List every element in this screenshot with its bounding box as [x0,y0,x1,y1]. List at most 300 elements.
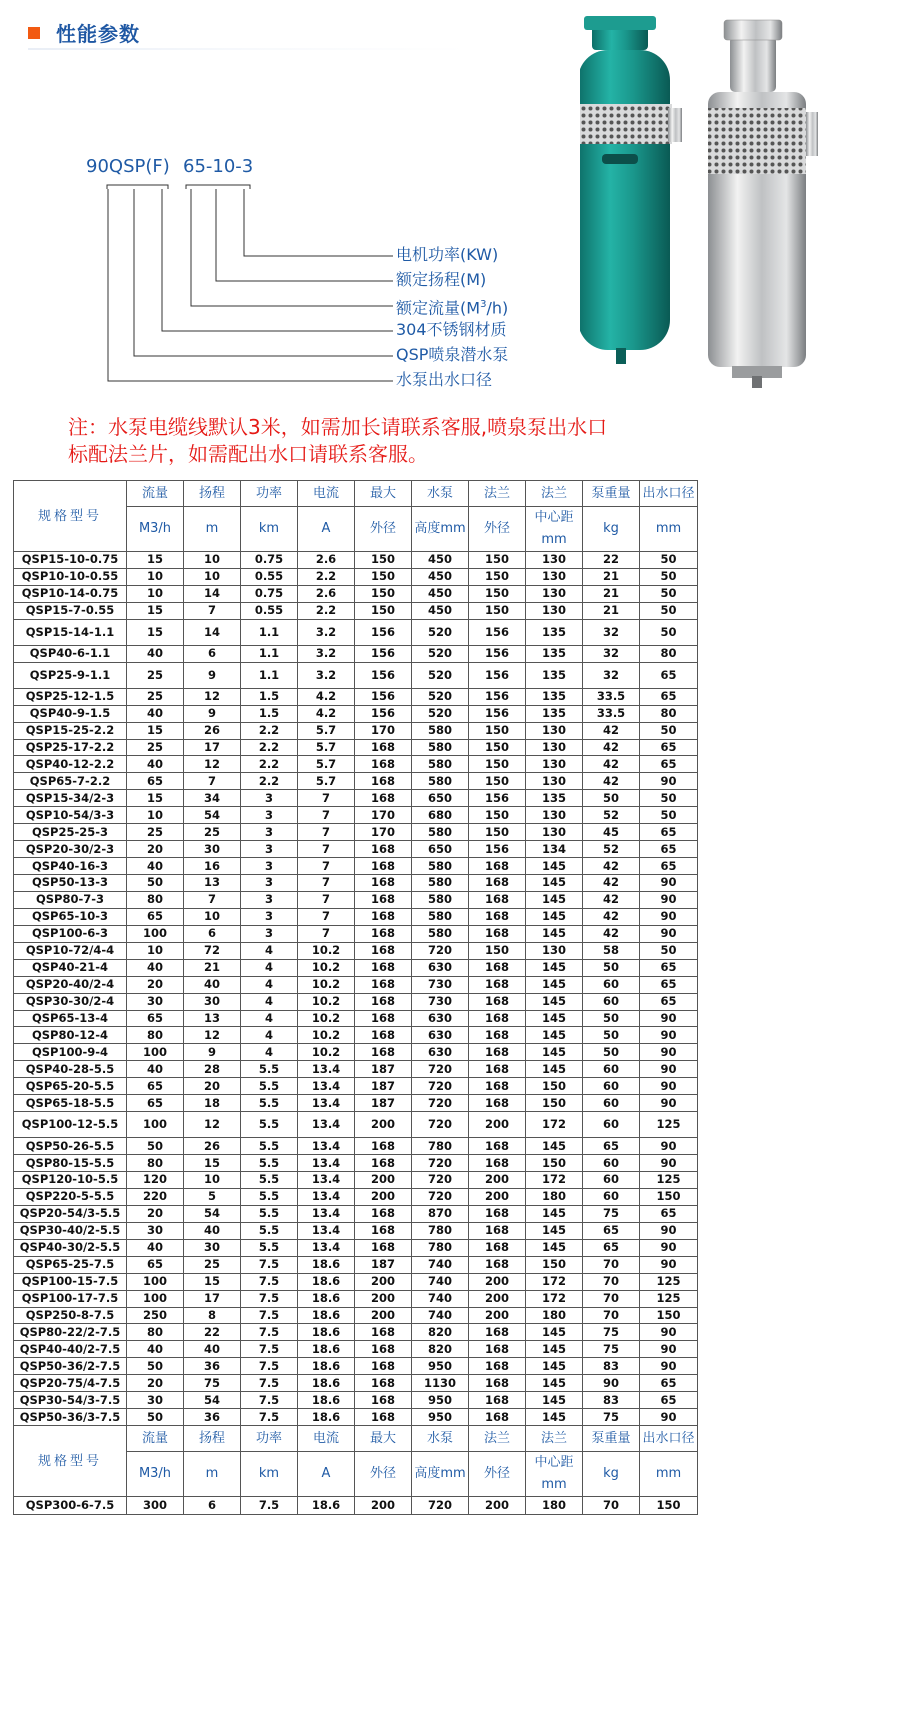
value-cell: 72 [184,942,241,959]
model-cell: QSP30-54/3-7.5 [14,1392,127,1409]
value-cell: 60 [583,993,640,1010]
value-cell: 10 [127,568,184,585]
value-cell: 4 [241,1010,298,1027]
header-unit-cell: m [184,1452,241,1497]
value-cell: 50 [583,790,640,807]
value-cell: 50 [127,1358,184,1375]
value-cell: 720 [412,1172,469,1189]
model-cell: QSP30-30/2-4 [14,993,127,1010]
value-cell: 42 [583,858,640,875]
value-cell: 2.2 [298,568,355,585]
value-cell: 740 [412,1273,469,1290]
value-cell: 520 [412,705,469,722]
value-cell: 15 [127,790,184,807]
header-cell: 法兰 [526,481,583,507]
header-unit-cell: A [298,1452,355,1497]
value-cell: 65 [640,993,698,1010]
value-cell: 172 [526,1112,583,1138]
value-cell: 168 [355,976,412,993]
value-cell: 7 [298,790,355,807]
value-cell: 168 [469,1027,526,1044]
steel-pump [708,20,818,388]
value-cell: 168 [469,1375,526,1392]
value-cell: 32 [583,619,640,645]
value-cell: 4 [241,942,298,959]
value-cell: 65 [127,773,184,790]
value-cell: 14 [184,619,241,645]
value-cell: 168 [355,1010,412,1027]
value-cell: 40 [184,1341,241,1358]
value-cell: 90 [640,1341,698,1358]
table-row [14,1172,698,1189]
value-cell: 450 [412,568,469,585]
value-cell: 580 [412,773,469,790]
value-cell: 5.7 [298,722,355,739]
repeat-header-model: 规格型号 [14,1426,127,1497]
value-cell: 80 [640,705,698,722]
value-cell: 12 [184,1112,241,1138]
value-cell: 90 [640,1222,698,1239]
value-cell: 950 [412,1409,469,1426]
value-cell: 168 [355,1409,412,1426]
value-cell: 520 [412,662,469,688]
value-cell: 15 [184,1155,241,1172]
teal-pump [580,16,682,364]
legend-material: 304不锈钢材质 [396,320,507,339]
model-cell: QSP250-8-7.5 [14,1307,127,1324]
value-cell: 145 [526,1138,583,1155]
value-cell: 168 [469,1341,526,1358]
value-cell: 150 [526,1155,583,1172]
value-cell: 10.2 [298,959,355,976]
value-cell: 30 [184,993,241,1010]
value-cell: 168 [469,908,526,925]
value-cell: 60 [583,1061,640,1078]
value-cell: 170 [355,722,412,739]
value-cell: 520 [412,688,469,705]
value-cell: 6 [184,645,241,662]
model-cell: QSP30-40/2-5.5 [14,1222,127,1239]
value-cell: 168 [469,1409,526,1426]
value-cell: 4 [241,959,298,976]
value-cell: 187 [355,1095,412,1112]
value-cell: 5.7 [298,756,355,773]
value-cell: 135 [526,645,583,662]
table-row [14,993,698,1010]
value-cell: 720 [412,1061,469,1078]
value-cell: 21 [583,585,640,602]
value-cell: 40 [127,1239,184,1256]
legend-power: 电机功率(KW) [396,245,499,264]
value-cell: 10.2 [298,942,355,959]
value-cell: 65 [127,1256,184,1273]
value-cell: 168 [355,891,412,908]
value-cell: 145 [526,875,583,892]
value-cell: 168 [355,925,412,942]
value-cell: 18.6 [298,1392,355,1409]
header-unit-cell: 高度mm [412,1452,469,1497]
value-cell: 50 [640,552,698,569]
value-cell: 740 [412,1256,469,1273]
value-cell: 5.5 [241,1172,298,1189]
value-cell: 90 [640,1027,698,1044]
model-cell: QSP80-22/2-7.5 [14,1324,127,1341]
value-cell: 15 [127,602,184,619]
value-cell: 187 [355,1078,412,1095]
value-cell: 12 [184,688,241,705]
value-cell: 65 [127,908,184,925]
table-row [14,773,698,790]
value-cell: 130 [526,722,583,739]
value-cell: 170 [355,807,412,824]
model-cell: QSP15-34/2-3 [14,790,127,807]
table-row [14,1010,698,1027]
value-cell: 30 [127,1392,184,1409]
value-cell: 740 [412,1307,469,1324]
model-cell: QSP220-5-5.5 [14,1188,127,1205]
value-cell: 5.5 [241,1222,298,1239]
value-cell: 135 [526,619,583,645]
value-cell: 40 [127,858,184,875]
value-cell: 168 [469,1239,526,1256]
value-cell: 10 [127,942,184,959]
table-row [14,585,698,602]
value-cell: 70 [583,1290,640,1307]
value-cell: 780 [412,1222,469,1239]
value-cell: 70 [583,1497,640,1515]
value-cell: 145 [526,976,583,993]
model-cell: QSP65-10-3 [14,908,127,925]
value-cell: 156 [469,790,526,807]
value-cell: 2.2 [241,773,298,790]
value-cell: 90 [640,1239,698,1256]
model-cell: QSP20-40/2-4 [14,976,127,993]
value-cell: 18.6 [298,1307,355,1324]
table-row [14,1078,698,1095]
value-cell: 5.5 [241,1205,298,1222]
value-cell: 65 [127,1095,184,1112]
value-cell: 0.55 [241,602,298,619]
value-cell: 168 [469,858,526,875]
model-cell: QSP15-7-0.55 [14,602,127,619]
value-cell: 168 [355,942,412,959]
value-cell: 10 [184,552,241,569]
value-cell: 168 [469,925,526,942]
value-cell: 30 [127,993,184,1010]
value-cell: 168 [469,1155,526,1172]
model-cell: QSP80-15-5.5 [14,1155,127,1172]
table-row [14,602,698,619]
value-cell: 150 [640,1497,698,1515]
value-cell: 65 [583,1222,640,1239]
value-cell: 7.5 [241,1341,298,1358]
value-cell: 0.75 [241,552,298,569]
value-cell: 150 [526,1095,583,1112]
value-cell: 145 [526,908,583,925]
value-cell: 20 [184,1078,241,1095]
value-cell: 7.5 [241,1497,298,1515]
header-cell: 最大 [355,1426,412,1452]
value-cell: 90 [640,1061,698,1078]
value-cell: 168 [355,1027,412,1044]
value-cell: 168 [355,959,412,976]
value-cell: 25 [127,662,184,688]
model-cell: QSP15-14-1.1 [14,619,127,645]
value-cell: 100 [127,1290,184,1307]
table-row [14,1307,698,1324]
value-cell: 90 [640,1409,698,1426]
value-cell: 125 [640,1172,698,1189]
value-cell: 580 [412,756,469,773]
value-cell: 520 [412,619,469,645]
value-cell: 30 [184,1239,241,1256]
value-cell: 156 [355,688,412,705]
value-cell: 145 [526,1375,583,1392]
value-cell: 145 [526,925,583,942]
value-cell: 40 [127,1341,184,1358]
value-cell: 168 [469,993,526,1010]
value-cell: 168 [355,875,412,892]
model-cell: QSP40-16-3 [14,858,127,875]
value-cell: 10.2 [298,976,355,993]
table-row [14,1155,698,1172]
value-cell: 32 [583,662,640,688]
value-cell: 65 [640,688,698,705]
header-unit-cell: mm [640,1452,698,1497]
value-cell: 18.6 [298,1273,355,1290]
value-cell: 70 [583,1307,640,1324]
value-cell: 145 [526,993,583,1010]
value-cell: 187 [355,1256,412,1273]
value-cell: 42 [583,908,640,925]
value-cell: 25 [127,688,184,705]
value-cell: 14 [184,585,241,602]
value-cell: 168 [355,739,412,756]
value-cell: 145 [526,891,583,908]
value-cell: 4 [241,1044,298,1061]
value-cell: 10.2 [298,1027,355,1044]
value-cell: 90 [640,773,698,790]
value-cell: 720 [412,1497,469,1515]
value-cell: 90 [640,875,698,892]
value-cell: 168 [469,1061,526,1078]
value-cell: 50 [640,602,698,619]
value-cell: 17 [184,1290,241,1307]
value-cell: 168 [355,1392,412,1409]
model-cell: QSP80-12-4 [14,1027,127,1044]
value-cell: 30 [127,1222,184,1239]
value-cell: 54 [184,1205,241,1222]
value-cell: 168 [355,1239,412,1256]
value-cell: 18.6 [298,1290,355,1307]
value-cell: 13.4 [298,1188,355,1205]
value-cell: 1.5 [241,688,298,705]
value-cell: 13.4 [298,1205,355,1222]
model-cell: QSP65-7-2.2 [14,773,127,790]
value-cell: 75 [583,1205,640,1222]
value-cell: 13 [184,1010,241,1027]
value-cell: 60 [583,1188,640,1205]
value-cell: 168 [469,1044,526,1061]
value-cell: 950 [412,1392,469,1409]
value-cell: 168 [355,908,412,925]
value-cell: 168 [469,1205,526,1222]
value-cell: 90 [640,1358,698,1375]
value-cell: 17 [184,739,241,756]
value-cell: 50 [640,568,698,585]
value-cell: 130 [526,552,583,569]
table-row [14,1061,698,1078]
value-cell: 60 [583,1155,640,1172]
model-cell: QSP80-7-3 [14,891,127,908]
value-cell: 9 [184,662,241,688]
value-cell: 4 [241,976,298,993]
value-cell: 125 [640,1273,698,1290]
value-cell: 65 [640,858,698,875]
value-cell: 25 [127,824,184,841]
value-cell: 18.6 [298,1358,355,1375]
model-cell: QSP120-10-5.5 [14,1172,127,1189]
value-cell: 200 [469,1307,526,1324]
value-cell: 156 [469,688,526,705]
value-cell: 130 [526,773,583,790]
model-code-diagram [0,0,560,410]
value-cell: 65 [640,1392,698,1409]
value-cell: 5.5 [241,1239,298,1256]
header-unit-cell: 外径 [355,1452,412,1497]
model-cell: QSP40-6-1.1 [14,645,127,662]
value-cell: 50 [127,875,184,892]
header-cell: 扬程 [184,1426,241,1452]
spec-table-body [14,552,698,1426]
value-cell: 80 [127,1155,184,1172]
value-cell: 200 [355,1497,412,1515]
value-cell: 10 [184,568,241,585]
value-cell: 13.4 [298,1061,355,1078]
value-cell: 90 [640,1010,698,1027]
value-cell: 13 [184,875,241,892]
header-cell: 功率 [241,481,298,507]
value-cell: 36 [184,1409,241,1426]
value-cell: 150 [469,722,526,739]
header-unit-cell: m [184,507,241,552]
value-cell: 200 [355,1188,412,1205]
value-cell: 150 [469,942,526,959]
value-cell: 7.5 [241,1409,298,1426]
value-cell: 630 [412,959,469,976]
value-cell: 42 [583,739,640,756]
value-cell: 7 [298,875,355,892]
value-cell: 150 [355,552,412,569]
value-cell: 40 [184,1222,241,1239]
value-cell: 7.5 [241,1256,298,1273]
value-cell: 18.6 [298,1375,355,1392]
value-cell: 20 [127,1205,184,1222]
header-row-1 [14,481,698,507]
value-cell: 870 [412,1205,469,1222]
header-cell: 泵重量 [583,481,640,507]
header-unit-cell: kg [583,1452,640,1497]
model-cell: QSP40-30/2-5.5 [14,1239,127,1256]
value-cell: 75 [583,1409,640,1426]
table-row [14,925,698,942]
model-cell: QSP25-9-1.1 [14,662,127,688]
value-cell: 150 [640,1188,698,1205]
value-cell: 7.5 [241,1324,298,1341]
section-title: 性能参数 [56,22,140,46]
model-cell: QSP65-25-7.5 [14,1256,127,1273]
value-cell: 130 [526,739,583,756]
value-cell: 80 [127,1324,184,1341]
value-cell: 168 [355,790,412,807]
value-cell: 6 [184,925,241,942]
table-row [14,1188,698,1205]
model-cell: QSP25-25-3 [14,824,127,841]
value-cell: 7 [298,891,355,908]
table-row [14,705,698,722]
table-row [14,1027,698,1044]
value-cell: 58 [583,942,640,959]
value-cell: 5.5 [241,1138,298,1155]
table-row [14,1222,698,1239]
value-cell: 145 [526,959,583,976]
value-cell: 18.6 [298,1497,355,1515]
value-cell: 150 [355,602,412,619]
model-cell: QSP10-54/3-3 [14,807,127,824]
value-cell: 156 [469,619,526,645]
table-row [14,1290,698,1307]
value-cell: 7.5 [241,1307,298,1324]
value-cell: 10 [127,807,184,824]
table-row [14,790,698,807]
value-cell: 168 [469,1256,526,1273]
value-cell: 168 [355,1324,412,1341]
table-row [14,1375,698,1392]
value-cell: 100 [127,925,184,942]
model-cell: QSP20-75/4-7.5 [14,1375,127,1392]
value-cell: 150 [640,1307,698,1324]
value-cell: 145 [526,1010,583,1027]
value-cell: 50 [640,790,698,807]
value-cell: 130 [526,585,583,602]
value-cell: 7 [298,925,355,942]
legend-head: 额定扬程(M) [396,270,487,289]
value-cell: 7.5 [241,1358,298,1375]
value-cell: 172 [526,1290,583,1307]
value-cell: 90 [583,1375,640,1392]
value-cell: 21 [583,568,640,585]
value-cell: 156 [469,705,526,722]
value-cell: 25 [127,739,184,756]
value-cell: 7.5 [241,1273,298,1290]
model-cell: QSP40-40/2-7.5 [14,1341,127,1358]
table-row [14,1324,698,1341]
value-cell: 12 [184,1027,241,1044]
value-cell: 150 [469,602,526,619]
table-row [14,1205,698,1222]
header-cell: 电流 [298,1426,355,1452]
value-cell: 180 [526,1307,583,1324]
model-cell: QSP10-14-0.75 [14,585,127,602]
value-cell: 168 [469,1358,526,1375]
value-cell: 650 [412,841,469,858]
value-cell: 150 [469,585,526,602]
value-cell: 125 [640,1290,698,1307]
value-cell: 90 [640,1078,698,1095]
value-cell: 52 [583,807,640,824]
value-cell: 820 [412,1324,469,1341]
value-cell: 168 [355,1222,412,1239]
